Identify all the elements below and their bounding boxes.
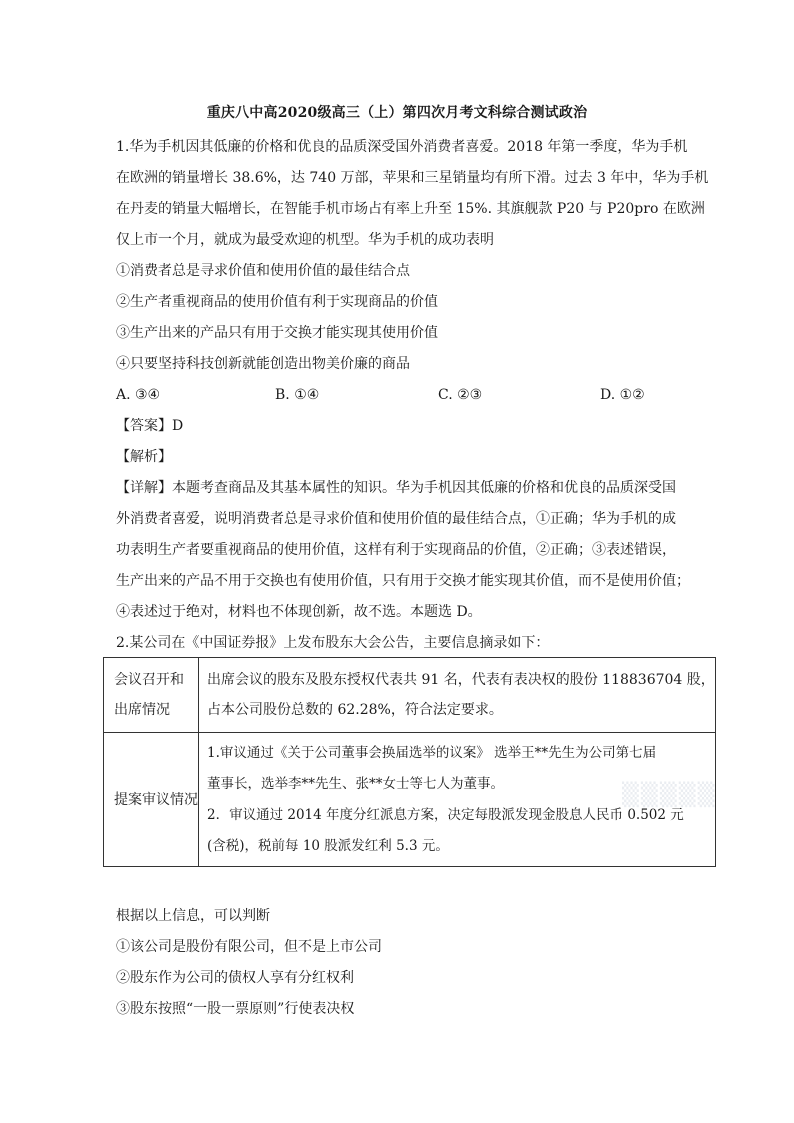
- q2-statement-3: ③股东按照“一股一票原则”行使表决权: [116, 1001, 355, 1017]
- q1-option-b: B. ①④: [275, 387, 320, 403]
- q1-option-a: A. ③④: [116, 387, 161, 403]
- q1-stem-line-4: 仅上市一个月，就成为最受欢迎的机型。华为手机的成功表明: [116, 232, 494, 248]
- q2-statement-2: ②股东作为公司的债权人享有分红权利: [116, 970, 354, 986]
- table-cell-label: [104, 658, 199, 733]
- table-row: [104, 658, 716, 733]
- watermark: ▒▒▒▒▒: [622, 783, 717, 808]
- table-cell-label: [104, 733, 199, 867]
- q1-stem-line-3: 在丹麦的销量大幅增长，在智能手机市场占有率上升至 15%. 其旗舰款 P20 与 P20pro 在欧洲: [116, 201, 705, 217]
- row2-text-line-2: 董事长，选举李**先生、张**女士等七人为董事。: [207, 775, 504, 792]
- row2-text-line-3: 2．审议通过 2014 年度分红派息方案，决定每股派发现金股息人民币 0.502 元: [207, 806, 684, 823]
- q1-options: [116, 380, 696, 411]
- q1-answer: 【答案】D: [116, 418, 184, 434]
- table-cell-content: [199, 658, 716, 733]
- q1-option-d: D. ①②: [600, 387, 645, 403]
- row2-text-line-1: 1.审议通过《关于公司董事会换届选举的议案》 选举王**先生为公司第七届: [207, 744, 657, 761]
- q1-detail-line-1: 【详解】本题考查商品及其基本属性的知识。华为手机因其低廉的价格和优良的品质深受国: [116, 480, 676, 496]
- q2-followup: [116, 901, 696, 1025]
- row1-text-line-1: 出席会议的股东及股东授权代表共 91 名，代表有表决权的股份 118836704 股，: [207, 672, 715, 688]
- q2-statement-1: ①该公司是股份有限公司，但不是上市公司: [116, 939, 382, 955]
- q1-statement-2: ②生产者重视商品的使用价值有利于实现商品的价值: [116, 294, 438, 310]
- q1-detail-line-4: 生产出来的产品不用于交换也有使用价值，只有用于交换才能实现其价值，而不是使用价值；: [116, 573, 690, 589]
- q1-detail-line-5: ④表述过于绝对，材料也不体现创新，故不选。本题选 D。: [116, 604, 482, 620]
- q1-stem-line-1: 1.华为手机因其低廉的价格和优良的品质深受国外消费者喜爱。2018 年第一季度，华为手机: [116, 139, 688, 155]
- row1-label-line-2: 出席情况: [114, 702, 170, 718]
- row2-text-line-4: (含税)，税前每 10 股派发红利 5.3 元。: [207, 837, 449, 854]
- notice-table: [103, 657, 716, 867]
- q1-detail-line-3: 功表明生产者要重视商品的使用价值，这样有利于实现商品的价值，②正确；③表述错误，: [116, 542, 676, 558]
- q1-detail-line-2: 外消费者喜爱，说明消费者总是寻求价值和使用价值的最佳结合点，①正确；华为手机的成: [116, 511, 676, 527]
- q1-option-c: C. ②③: [438, 387, 483, 403]
- question-1: [116, 132, 709, 659]
- row2-label: 提案审议情况: [114, 791, 198, 808]
- q1-stem-line-2: 在欧洲的销量增长 38.6%，达 740 万部，苹果和三星销量均有所下滑。过去 3 年中，华为手机: [116, 170, 709, 186]
- row1-text-line-2: 占本公司股份总数的 62.28%，符合法定要求。: [207, 702, 503, 718]
- row1-label-line-1: 会议召开和: [114, 672, 184, 688]
- q1-statement-1: ①消费者总是寻求价值和使用价值的最佳结合点: [116, 263, 410, 279]
- q1-statement-3: ③生产出来的产品只有用于交换才能实现其使用价值: [116, 325, 438, 341]
- q1-statement-4: ④只要坚持科技创新就能创造出物美价廉的商品: [116, 356, 410, 372]
- page-title: 重庆八中高2020级高三（上）第四次月考文科综合测试政治: [206, 105, 588, 121]
- notice-table-wrapper: [103, 657, 715, 867]
- q2-prompt: 根据以上信息，可以判断: [116, 908, 270, 924]
- q2-stem: 2.某公司在《中国证券报》上发布股东大会公告，主要信息摘录如下：: [116, 635, 550, 651]
- q1-analysis-label: 【解析】: [116, 449, 172, 465]
